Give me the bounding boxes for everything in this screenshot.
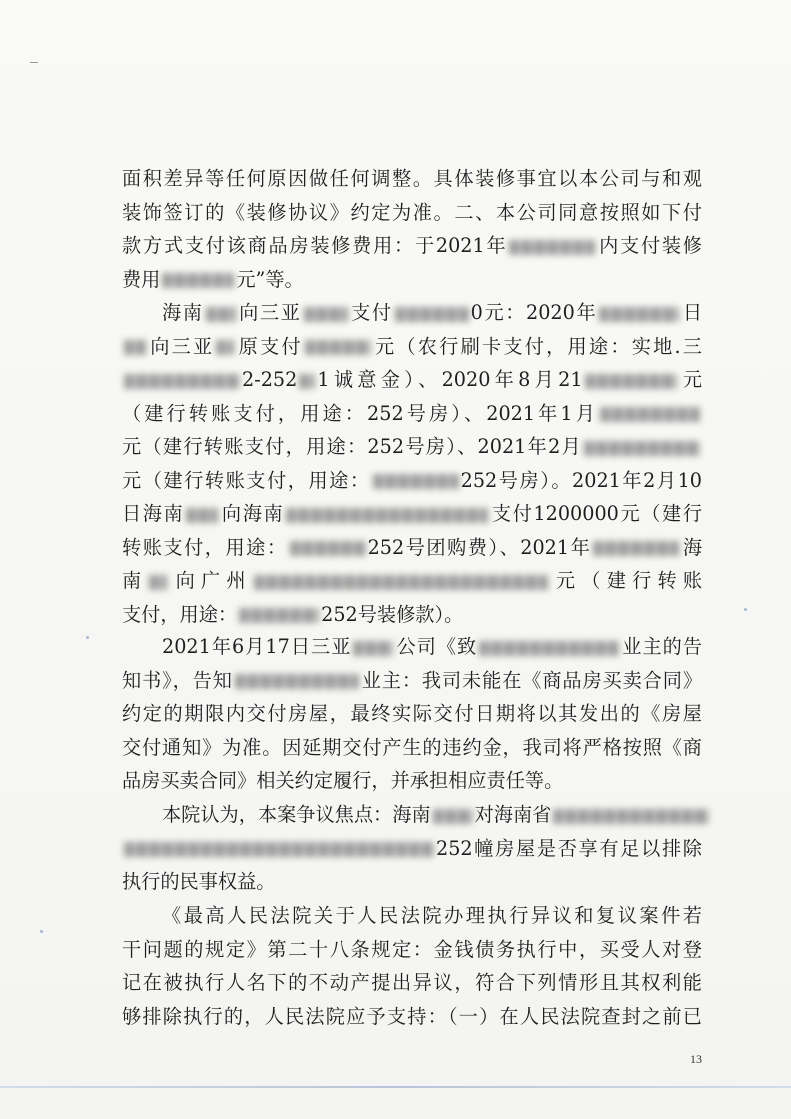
text-line: 支付，用途： 252号装修款）。 [122,602,464,626]
paragraph-4 [122,798,702,899]
redaction [373,474,459,489]
redaction [593,541,679,556]
scan-mark [30,62,38,63]
redaction [299,374,315,389]
text-line: 海南 向三亚 支付 0元：2020年 日 [162,301,703,324]
text-line: 记在被执行人名下的不动产提出异议，符合下列情形且其权利能 [122,971,702,994]
scan-speck [40,930,43,933]
redaction [124,842,434,857]
redaction [149,575,167,590]
page-number: 13 [690,1052,702,1066]
text-line: 约定的期限内交付房屋，最终实际交付日期将以其发出的《房屋 [122,702,702,725]
redaction [353,641,393,656]
text-line: 费用 元”等。 [122,267,304,291]
redaction [599,307,679,322]
redaction [585,374,677,389]
redaction [584,441,700,456]
redaction [124,374,240,389]
paragraph-1 [122,162,702,296]
redaction [254,575,548,590]
paragraph-5 [122,899,702,1033]
paragraph-3 [122,630,702,798]
redaction [235,674,359,689]
redaction [186,508,218,523]
redaction [216,340,234,355]
redaction [162,273,234,288]
text-line: 交付通知》为准。因延期交付产生的违约金，我司将严格按照《商 [122,735,702,759]
redaction [206,307,236,322]
redaction [239,608,319,623]
text-line: 本院认为，本案争议焦点：海南 对海南省 [122,798,702,832]
text-line: 2021年6月17日三亚 公司《致 业主的告 [162,635,702,658]
text-line: 款方式支付该商品房装修费用：于2021年 内支付装修 [122,234,702,257]
text-line: 够排除执行的，人民法院应予支持：（一）在人民法院查封之前已 [122,1004,702,1028]
text-line: 装饰签订的《装修协议》约定为准。二、本公司同意按照如下付 [122,200,702,224]
text-line: 转账支付，用途： 252号团购费）、2021年 海 [122,535,703,559]
redaction [304,307,348,322]
scan-speck [86,636,89,639]
redaction [433,809,473,824]
redaction [553,809,709,824]
text-line: （建行转账支付，用途：252号房）、2021年1月 [122,397,702,431]
text-line: 252幢房屋是否享有足以排除 [122,832,702,866]
redaction [479,641,619,656]
text-line: 南 向广州 元（建行转账 [122,569,703,592]
text-line: 品房买卖合同》相关约定履行，并承担相应责任等。 [122,769,564,792]
text-line: 干问题的规定》第二十八条规定：金钱债务执行中，买受人对登 [122,937,702,961]
text-line: 2-252 1诚意金）、2020年8月21 元 [122,363,702,397]
text-line: 向三亚 原支付 元（农行刷卡支付，用途：实地.三 [122,330,702,364]
text-line: 日海南 向海南 支付1200000元（建行 [122,502,703,525]
redaction [305,340,371,355]
text-line: 知书》，告知 业主：我司未能在《商品房买卖合同》 [122,668,703,692]
text-line: 元（建行转账支付，用途：252号房）、2021年2月 [122,430,702,464]
text-line: 面积差异等任何原因做任何调整。具体装修事宜以本公司与和观 [122,167,702,190]
text-line: 《最高人民法院关于人民法院办理执行异议和复议案件若 [162,904,702,927]
redaction [124,340,146,355]
scan-speck [744,608,747,611]
redaction [600,407,700,422]
bottom-rule [0,1086,791,1088]
text-line: 元（建行转账支付，用途： 252号房）。2021年2月10 [122,468,703,492]
text-line: 执行的民事权益。 [122,870,276,893]
redaction [395,307,469,322]
redaction [509,240,595,255]
redaction [290,541,366,556]
redaction [286,508,488,523]
paragraph-2 [122,296,702,631]
